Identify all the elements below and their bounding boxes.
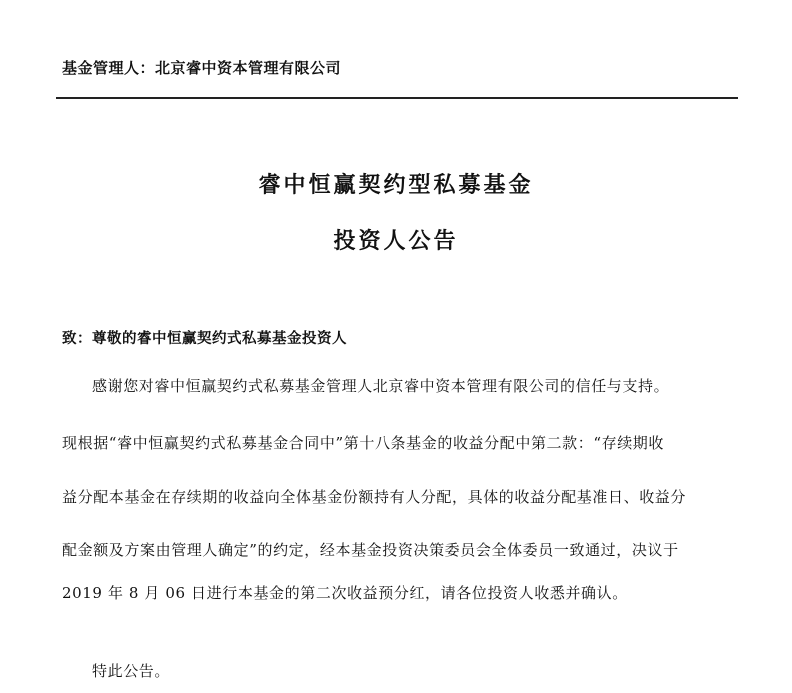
document-subtitle: 投资人公告 <box>333 228 459 254</box>
closing-statement: 特此公告。 <box>92 662 171 680</box>
body-line-4: 配金额及方案由管理人确定”的约定，经本基金投资决策委员会全体委员一致通过，决议于 <box>62 541 679 559</box>
body-line-3: 益分配本基金在存续期的收益向全体基金份额持有人分配，具体的收益分配基准日、收益分 <box>62 488 687 506</box>
salutation: 致：尊敬的睿中恒赢契约式私募基金投资人 <box>62 330 347 347</box>
header-divider <box>56 97 738 99</box>
body-line-2: 现根据“睿中恒赢契约式私募基金合同中”第十八条基金的收益分配中第二款：“存续期收 <box>62 434 665 452</box>
document-title: 睿中恒赢契约型私募基金 <box>258 172 534 198</box>
fund-manager-header: 基金管理人：北京睿中资本管理有限公司 <box>62 59 342 77</box>
body-line-1: 感谢您对睿中恒赢契约式私募基金管理人北京睿中资本管理有限公司的信任与支持。 <box>92 377 670 395</box>
body-line-5: 2019 年 8 月 06 日进行本基金的第二次收益预分红，请各位投资人收悉并确认。 <box>62 584 628 602</box>
